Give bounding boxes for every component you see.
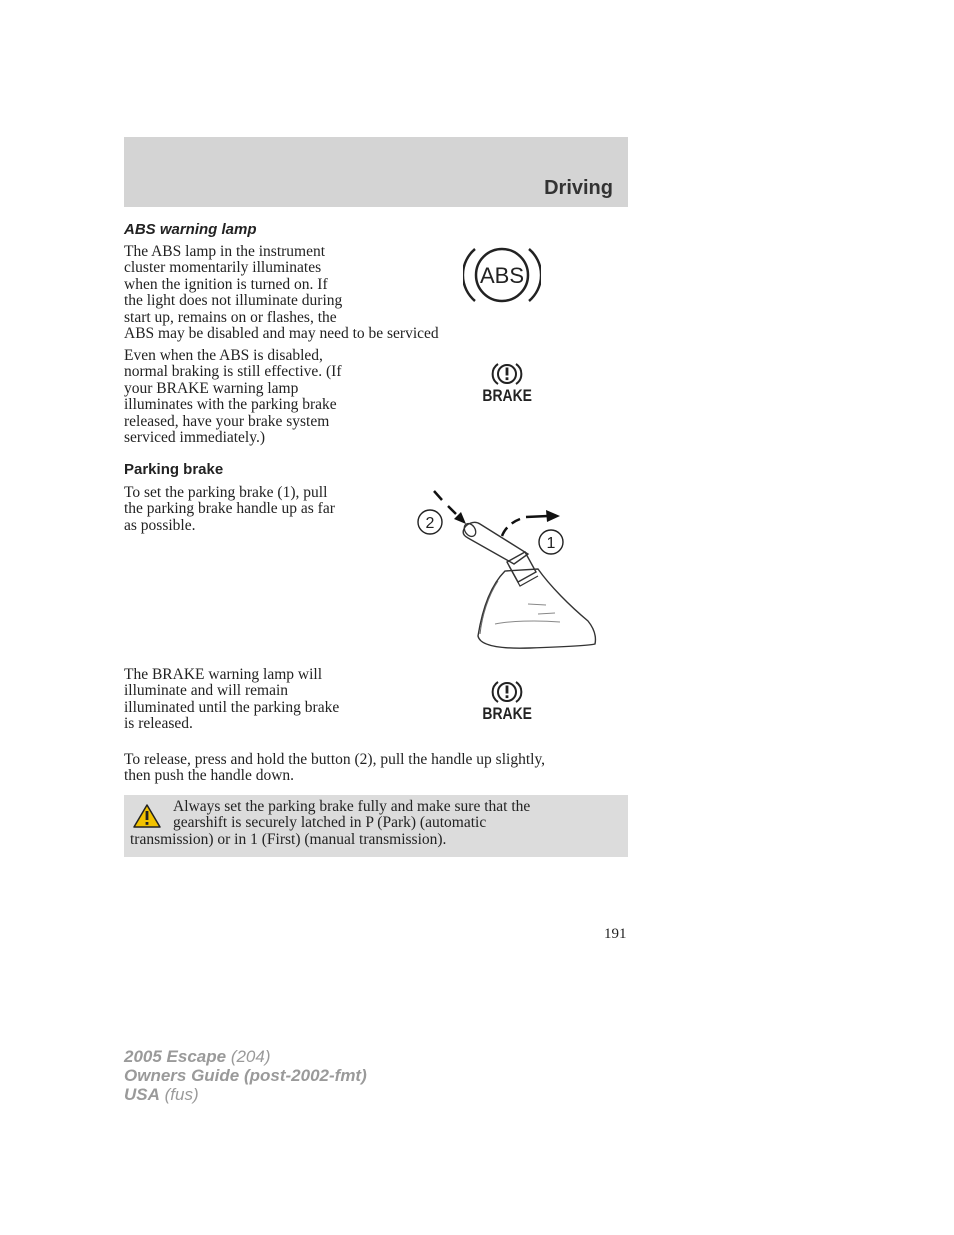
text-line: cluster momentarily illuminates [124,259,322,277]
parking-paragraph-1 [124,485,335,534]
text-line: when the ignition is turned on. If [124,275,328,293]
text-line: serviced immediately.) [124,429,266,447]
text-line: Even when the ABS is disabled, [124,347,323,364]
abs-paragraph-2 [124,348,342,446]
warning-text [130,799,622,848]
footer-model-code: (204) [226,1047,271,1066]
abs-heading: ABS warning lamp [124,221,257,238]
brake-icon-label: BRAKE [482,386,532,405]
parking-paragraph-2 [124,667,339,733]
parking-brake-illustration [410,486,605,656]
footer-guide: Owners Guide (post-2002-fmt) [124,1066,367,1085]
callout-1: 1 [546,535,556,552]
text-line: Always set the parking brake fully and make sure that the [173,798,531,815]
text-line: released, have your brake system [124,412,330,430]
text-line: To release, press and hold the button (2), pull the handle up slightly, [124,751,546,768]
abs-paragraph-1 [124,244,439,342]
text-line: To set the parking brake (1), pull [124,484,328,501]
brake-warning-icon [477,680,537,724]
document-footer [124,1047,367,1104]
exclamation-circle-icon [477,362,537,386]
section-header-bar [124,137,628,207]
footer-line-1 [124,1047,367,1066]
abs-icon-label: ABS [479,263,525,288]
text-line: illuminate and will remain [124,682,288,700]
parking-paragraph-3 [124,752,545,785]
page-number: 191 [604,926,627,942]
parking-brake-heading: Parking brake [124,461,224,478]
text-line: then push the handle down. [124,767,295,785]
text-line: illuminated until the parking brake [124,698,340,716]
warning-box [124,795,628,857]
footer-model: 2005 Escape [124,1047,227,1066]
footer-market: USA [124,1085,160,1104]
callout-2: 2 [425,515,435,532]
text-line: transmission) or in 1 (First) (manual transmission). [130,830,447,848]
brake-icon-label: BRAKE [482,704,532,723]
text-line: The BRAKE warning lamp will [124,666,323,683]
exclamation-circle-icon [477,680,537,704]
text-line: ABS may be disabled and may need to be serviced [124,325,439,343]
text-line: normal braking is still effective. (If [124,363,342,381]
footer-line-3 [124,1085,367,1104]
text-line: as possible. [124,516,196,534]
text-line: is released. [124,715,193,733]
text-line: the parking brake handle up as far [124,500,335,518]
brake-warning-icon [477,362,537,406]
text-line: the light does not illuminate during [124,292,343,310]
section-title: Driving [544,177,613,199]
footer-line-2 [124,1066,367,1085]
text-line: gearshift is securely latched in P (Park) (automatic [173,814,487,832]
footer-market-code: (fus) [159,1085,199,1104]
abs-warning-icon [463,244,541,306]
text-line: illuminates with the parking brake [124,396,337,414]
text-line: The ABS lamp in the instrument [124,243,326,260]
text-line: your BRAKE warning lamp [124,379,299,397]
text-line: start up, remains on or flashes, the [124,308,337,326]
